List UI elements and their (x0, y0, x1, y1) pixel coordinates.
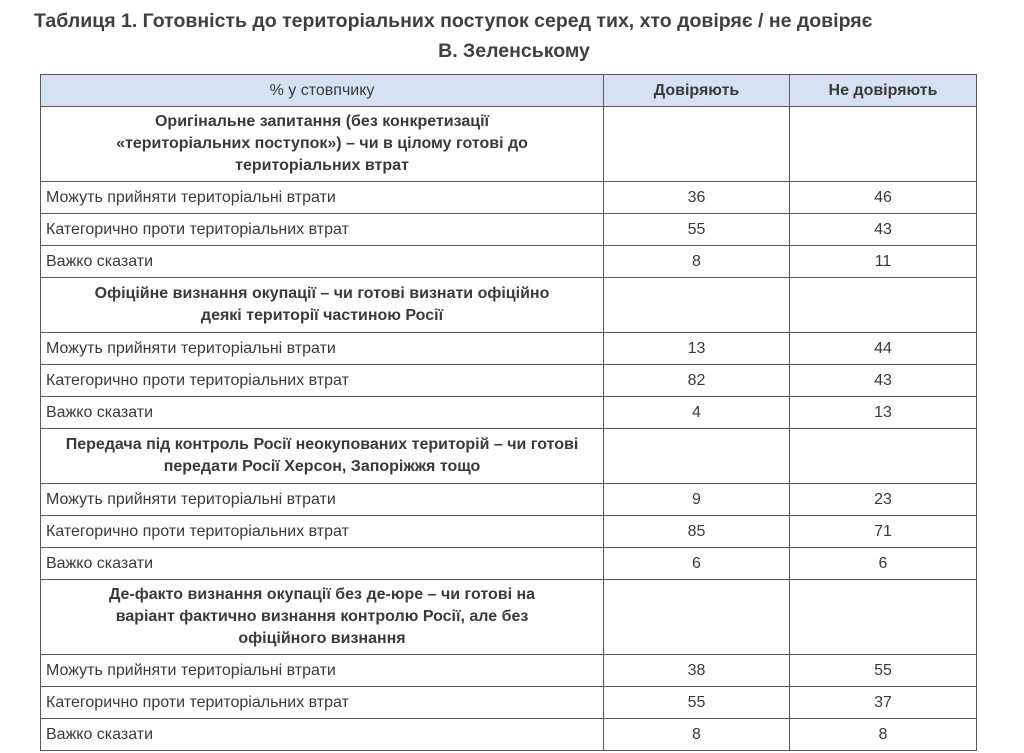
section-heading: Передача під контроль Росії неокупованих територій – чи готові передати Росії Херсон, Запоріжжя тощо (41, 429, 604, 484)
row-value-trust: 6 (604, 548, 790, 580)
row-label: Можуть прийняти територіальні втрати (41, 655, 604, 687)
table-row (41, 214, 977, 246)
section-heading: Офіційне визнання окупації – чи готові визнати офіційно деякі території частиною Росії (41, 278, 604, 333)
row-value-distrust: 23 (790, 484, 977, 516)
row-value-trust: 82 (604, 365, 790, 397)
row-value-trust: 8 (604, 719, 790, 751)
section-heading: Де-факто визнання окупації без де-юре – чи готові на варіант фактично визнання контролю Росії, але без офіційного визнання (41, 580, 604, 655)
row-value-distrust: 55 (790, 655, 977, 687)
header-row (41, 75, 977, 107)
table-row (41, 365, 977, 397)
section-heading: Оригінальне запитання (без конкретизації «територіальних поступок») – чи в цілому готові до територіальних втрат (41, 107, 604, 182)
table-title-line2: В. Зеленському (438, 40, 590, 62)
row-value-trust: 8 (604, 246, 790, 278)
section-empty-cell (790, 429, 977, 484)
table-row (41, 655, 977, 687)
row-label: Категорично проти територіальних втрат (41, 214, 604, 246)
row-value-distrust: 43 (790, 214, 977, 246)
section-row (41, 580, 977, 655)
header-column-percent: % у стовпчику (41, 75, 604, 107)
row-value-trust: 38 (604, 655, 790, 687)
section-empty-cell (790, 580, 977, 655)
row-label: Важко сказати (41, 719, 604, 751)
section-empty-cell (604, 278, 790, 333)
row-value-trust: 36 (604, 182, 790, 214)
section-row (41, 429, 977, 484)
row-label: Можуть прийняти територіальні втрати (41, 484, 604, 516)
section-row (41, 107, 977, 182)
section-empty-cell (790, 278, 977, 333)
row-value-distrust: 46 (790, 182, 977, 214)
row-value-distrust: 13 (790, 397, 977, 429)
row-label: Можуть прийняти територіальні втрати (41, 333, 604, 365)
row-value-trust: 55 (604, 687, 790, 719)
table-title (0, 6, 1024, 66)
table-row (41, 182, 977, 214)
survey-table (40, 74, 977, 751)
section-empty-cell (604, 429, 790, 484)
table-row (41, 246, 977, 278)
table-row (41, 333, 977, 365)
row-value-trust: 4 (604, 397, 790, 429)
section-empty-cell (604, 580, 790, 655)
row-value-distrust: 44 (790, 333, 977, 365)
table-row (41, 397, 977, 429)
table-row (41, 687, 977, 719)
table-row (41, 516, 977, 548)
row-label: Важко сказати (41, 548, 604, 580)
table-row (41, 548, 977, 580)
header-column-trust: Довіряють (604, 75, 790, 107)
row-label: Важко сказати (41, 246, 604, 278)
row-value-distrust: 6 (790, 548, 977, 580)
row-value-trust: 9 (604, 484, 790, 516)
row-label: Категорично проти територіальних втрат (41, 365, 604, 397)
row-label: Можуть прийняти територіальні втрати (41, 182, 604, 214)
row-label: Важко сказати (41, 397, 604, 429)
row-label: Категорично проти територіальних втрат (41, 516, 604, 548)
row-value-trust: 85 (604, 516, 790, 548)
row-value-distrust: 8 (790, 719, 977, 751)
row-value-distrust: 11 (790, 246, 977, 278)
section-empty-cell (790, 107, 977, 182)
row-label: Категорично проти територіальних втрат (41, 687, 604, 719)
table-row (41, 719, 977, 751)
row-value-distrust: 43 (790, 365, 977, 397)
row-value-distrust: 37 (790, 687, 977, 719)
section-empty-cell (604, 107, 790, 182)
section-row (41, 278, 977, 333)
table-title-line1: Таблиця 1. Готовність до територіальних поступок серед тих, хто довіряє / не довіряє (34, 10, 873, 32)
header-column-distrust: Не довіряють (790, 75, 977, 107)
row-value-trust: 13 (604, 333, 790, 365)
table-row (41, 484, 977, 516)
row-value-trust: 55 (604, 214, 790, 246)
row-value-distrust: 71 (790, 516, 977, 548)
